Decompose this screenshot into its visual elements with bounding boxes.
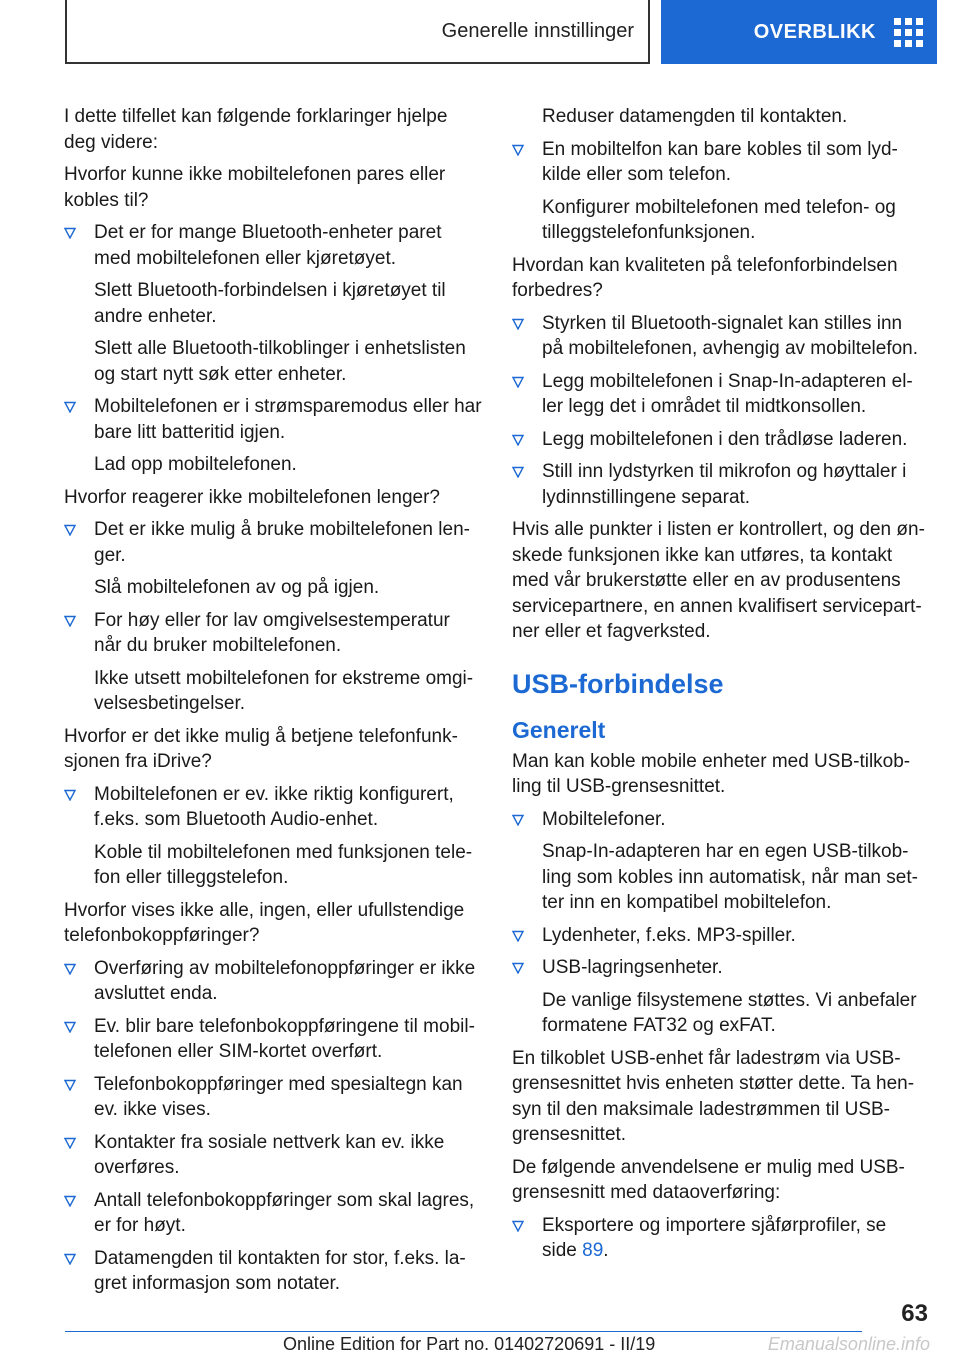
- page-number: 63: [901, 1300, 928, 1327]
- triangle-bullet-icon: [512, 962, 524, 974]
- list-item-sub: Lad opp mobiltelefonen.: [94, 454, 297, 475]
- triangle-bullet-icon: [64, 615, 76, 627]
- question: Hvordan kan kvaliteten på telefonforbindelsen forbedres?: [512, 254, 898, 301]
- question: Hvorfor reagerer ikke mobiltelefonen lenger?: [64, 486, 440, 508]
- triangle-bullet-icon: [64, 1253, 76, 1265]
- triangle-bullet-icon: [64, 1195, 76, 1207]
- right-column: [512, 104, 926, 1271]
- list-item: Lydenheter, f.eks. MP3-spiller.: [512, 923, 926, 949]
- list-item: Mobiltelefoner.: [512, 807, 926, 833]
- triangle-bullet-icon: [512, 1220, 524, 1232]
- list-item: Ev. blir bare telefonbokoppføringene til mobil‐ telefonen eller SIM-kortet overført.: [64, 1014, 482, 1065]
- triangle-bullet-icon: [512, 434, 524, 446]
- list-item: For høy eller for lav omgivelsestemperatur når du bruker mobiltelefonen.: [64, 608, 482, 659]
- question: Hvorfor er det ikke mulig å betjene telefonfunk‐ sjonen fra iDrive?: [64, 725, 458, 772]
- section-title[interactable]: [65, 0, 650, 64]
- section-title-label: Generelle innstillinger: [441, 19, 634, 42]
- list-item: Det er for mange Bluetooth-enheter paret med mobiltelefonen eller kjøretøyet.: [64, 220, 482, 271]
- list-item-sub: Konfigurer mobiltelefonen med telefon- og tilleggstelefonfunksjonen.: [542, 196, 896, 243]
- list-item: Det er ikke mulig å bruke mobiltelefonen len‐ ger.: [64, 517, 482, 568]
- overview-button[interactable]: [661, 0, 937, 64]
- triangle-bullet-icon: [512, 930, 524, 942]
- triangle-bullet-icon: [64, 1021, 76, 1033]
- paragraph: En tilkoblet USB-enhet får ladestrøm via USB-grensesnittet hvis enheten støtter dette. Ta hen‐ syn til den maksimale ladestrømmen til USB-grensesnittet.: [512, 1047, 915, 1145]
- list-item: Mobiltelefonen er i strømsparemodus eller har bare litt batteritid igjen.: [64, 394, 482, 445]
- list-item: Mobiltelefonen er ev. ikke riktig konfigurert, f.eks. som Bluetooth Audio-enhet.: [64, 782, 482, 833]
- triangle-bullet-icon: [64, 1079, 76, 1091]
- triangle-bullet-icon: [512, 318, 524, 330]
- list-item: En mobiltelfon kan bare kobles til som lyd‐ kilde eller som telefon.: [512, 137, 926, 188]
- list-item: Kontakter fra sosiale nettverk kan ev. ikke overføres.: [64, 1130, 482, 1181]
- triangle-bullet-icon: [64, 789, 76, 801]
- question: Hvorfor vises ikke alle, ingen, eller ufullstendige telefonbokoppføringer?: [64, 899, 465, 946]
- triangle-bullet-icon: [512, 376, 524, 388]
- list-item-sub: Slå mobiltelefonen av og på igjen.: [94, 577, 380, 598]
- triangle-bullet-icon: [64, 227, 76, 239]
- list-item: Legg mobiltelefonen i Snap-In-adapteren el‐ ler legg det i området til midtkonsollen.: [512, 369, 926, 420]
- left-column: [64, 104, 482, 1304]
- list-item: Legg mobiltelefonen i den trådløse laderen.: [512, 427, 926, 453]
- triangle-bullet-icon: [64, 401, 76, 413]
- subsection-heading: Generelt: [512, 716, 606, 743]
- list-item-sub: Slett alle Bluetooth-tilkoblinger i enhetslisten og start nytt søk etter enheter.: [94, 338, 466, 385]
- overview-label: OVERBLIKK: [753, 20, 876, 43]
- page-header: [0, 0, 960, 66]
- triangle-bullet-icon: [512, 814, 524, 826]
- list-item: Still inn lydstyrken til mikrofon og høyttaler i lydinnstillingene separat.: [512, 459, 926, 510]
- list-item: Eksportere og importere sjåførprofiler, se side 89.: [512, 1213, 926, 1264]
- list-item-sub: De vanlige filsystemene støttes. Vi anbefaler formatene FAT32 og exFAT.: [542, 989, 917, 1036]
- triangle-bullet-icon: [64, 963, 76, 975]
- footer-divider: [65, 1331, 862, 1332]
- paragraph: Hvis alle punkter i listen er kontrollert, og den øn‐ skede funksjonen ikke kan utføres, ta kontakt med vår brukerstøtte eller en av produsentens servicepartnere, en annen kvalifisert servicepart‐ ner eller et fagverksted.: [512, 519, 925, 642]
- list-item: Antall telefonbokoppføringer som skal lagres, er for høyt.: [64, 1188, 482, 1239]
- section-heading: USB-forbindelse: [512, 668, 724, 699]
- list-item-sub: Slett Bluetooth-forbindelsen i kjøretøyet til andre enheter.: [94, 280, 446, 327]
- list-item: Datamengden til kontakten for stor, f.eks. la‐ gret informasjon som notater.: [64, 1246, 482, 1297]
- paragraph: De følgende anvendelsene er mulig med USB-grensesnitt med dataoverføring:: [512, 1156, 905, 1203]
- page-link[interactable]: 89: [582, 1240, 604, 1261]
- triangle-bullet-icon: [512, 466, 524, 478]
- list-item-sub: Ikke utsett mobiltelefonen for ekstreme omgi‐ velsesbetingelser.: [94, 667, 474, 714]
- list-item: Telefonbokoppføringer med spesialtegn kan ev. ikke vises.: [64, 1072, 482, 1123]
- footer-edition: Online Edition for Part no. 01402720691 - II/19: [283, 1334, 656, 1354]
- list-item-sub: Reduser datamengden til kontakten.: [542, 106, 848, 127]
- triangle-bullet-icon: [64, 524, 76, 536]
- list-item-sub: Snap-In-adapteren har en egen USB-tilkob‐ ling som kobles inn automatisk, når man set‐ ter inn en kompatibel mobiltelefon.: [542, 841, 918, 913]
- triangle-bullet-icon: [64, 1137, 76, 1149]
- triangle-bullet-icon: [512, 144, 524, 156]
- list-item: USB-lagringsenheter.: [512, 955, 926, 981]
- paragraph: Man kan koble mobile enheter med USB-tilkob‐ ling til USB-grensesnittet.: [512, 750, 911, 797]
- question: Hvorfor kunne ikke mobiltelefonen pares eller kobles til?: [64, 164, 446, 211]
- grid-icon: [894, 18, 923, 47]
- paragraph: I dette tilfellet kan følgende forklaringer hjelpe deg videre:: [64, 106, 448, 153]
- watermark: Emanualsonline.info: [767, 1334, 930, 1354]
- list-item-sub: Koble til mobiltelefonen med funksjonen tele‐ fon eller tilleggstelefon.: [94, 841, 473, 888]
- list-item: Overføring av mobiltelefonoppføringer er ikke avsluttet enda.: [64, 956, 482, 1007]
- list-item: Styrken til Bluetooth-signalet kan stilles inn på mobiltelefonen, avhengig av mobiltelefon.: [512, 311, 926, 362]
